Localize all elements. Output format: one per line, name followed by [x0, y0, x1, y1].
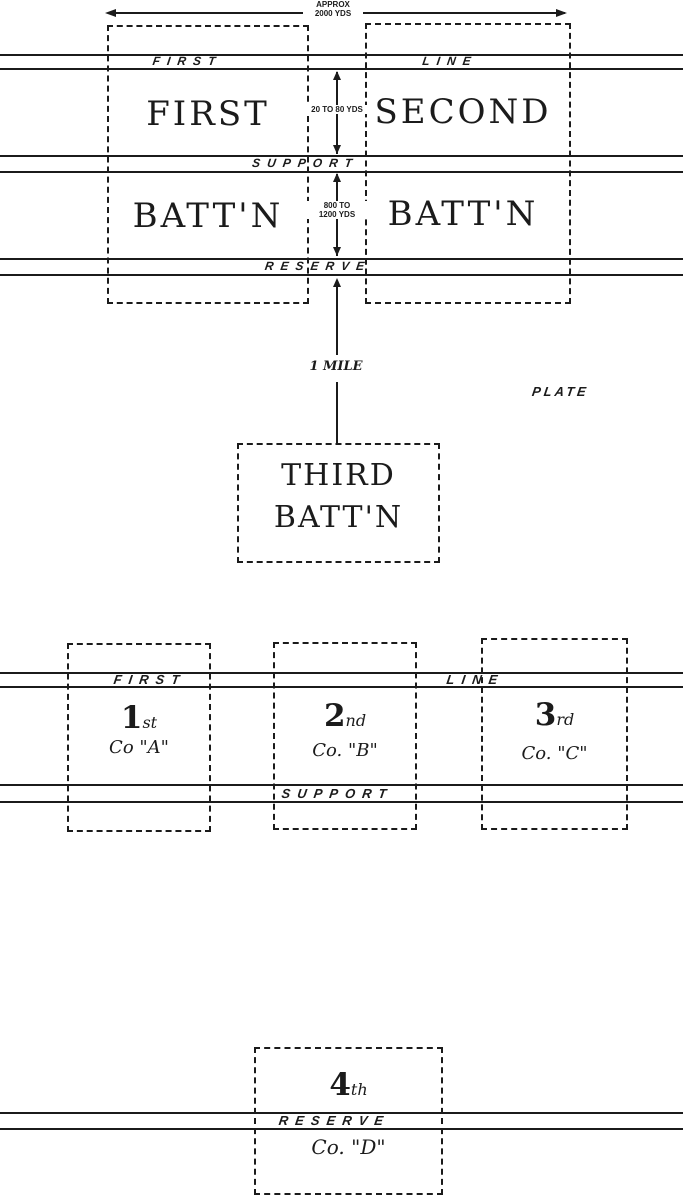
company-first-line-label-right: LINE: [445, 672, 506, 687]
arrowhead-up-icon: [333, 71, 341, 80]
company-a-suffix: st: [142, 713, 158, 732]
company-d-number: 4: [329, 1067, 351, 1103]
width-label-yards: 2000 YDS: [303, 9, 363, 18]
reserve-to-third-arrow-lower: [336, 382, 338, 443]
company-c-suffix: rd: [556, 710, 575, 729]
first-to-support-distance-label: 20 TO 80 YDS: [306, 105, 368, 114]
company-reserve-line-label: RESERVE: [277, 1113, 392, 1128]
company-a-number: 1: [120, 700, 143, 736]
arrowhead-down-icon: [333, 247, 341, 256]
first-line-label-left: FIRST: [151, 54, 224, 68]
reserve-line-lower: [0, 274, 683, 276]
first-battalion-word1: FIRST: [146, 94, 270, 134]
arrowhead-right-icon: [556, 9, 567, 17]
company-b-number: 2: [323, 698, 346, 734]
third-battalion-word2: BATT'N: [273, 500, 404, 535]
company-a-name: Co "A": [109, 737, 169, 758]
second-battalion-box: [365, 23, 571, 304]
arrowhead-up-icon: [333, 173, 341, 182]
company-a-ordinal: [67, 700, 211, 736]
support-to-reserve-distance-line1: 800 TO: [306, 201, 368, 210]
plate-caption: PLATE: [531, 384, 590, 399]
company-support-line-label: SUPPORT: [280, 786, 395, 801]
company-d-name: Co. "D": [311, 1135, 386, 1159]
first-battalion-word2: BATT'N: [132, 196, 284, 236]
company-b-box: [273, 642, 417, 830]
company-b-ordinal: [273, 698, 417, 734]
reserve-to-third-arrow-upper: [336, 287, 338, 355]
company-c-box: [481, 638, 628, 830]
first-battalion-box: [107, 25, 309, 304]
support-to-reserve-distance-line2: 1200 YDS: [306, 210, 368, 219]
third-battalion-word1: THIRD: [281, 458, 396, 493]
first-line-label-right: LINE: [421, 54, 479, 68]
arrowhead-left-icon: [105, 9, 116, 17]
first-line-upper: [0, 54, 683, 56]
company-c-ordinal: [481, 697, 628, 733]
second-battalion-word1: SECOND: [374, 92, 552, 132]
second-battalion-word2: BATT'N: [387, 194, 539, 234]
support-line-label: SUPPORT: [251, 156, 360, 170]
company-d-suffix: th: [350, 1080, 368, 1099]
company-first-line-label-left: FIRST: [112, 672, 188, 687]
company-c-name: Co. "C": [521, 743, 588, 764]
arrowhead-down-icon: [333, 145, 341, 154]
width-label-approx: APPROX: [303, 0, 363, 9]
first-line-lower: [0, 68, 683, 70]
reserve-line-label: RESERVE: [263, 259, 373, 273]
support-line-lower: [0, 171, 683, 173]
company-b-name: Co. "B": [312, 740, 378, 761]
arrowhead-up-icon: [333, 278, 341, 287]
company-c-number: 3: [534, 697, 557, 733]
company-b-suffix: nd: [345, 711, 367, 730]
mile-distance-label: 1 MILE: [300, 360, 372, 374]
